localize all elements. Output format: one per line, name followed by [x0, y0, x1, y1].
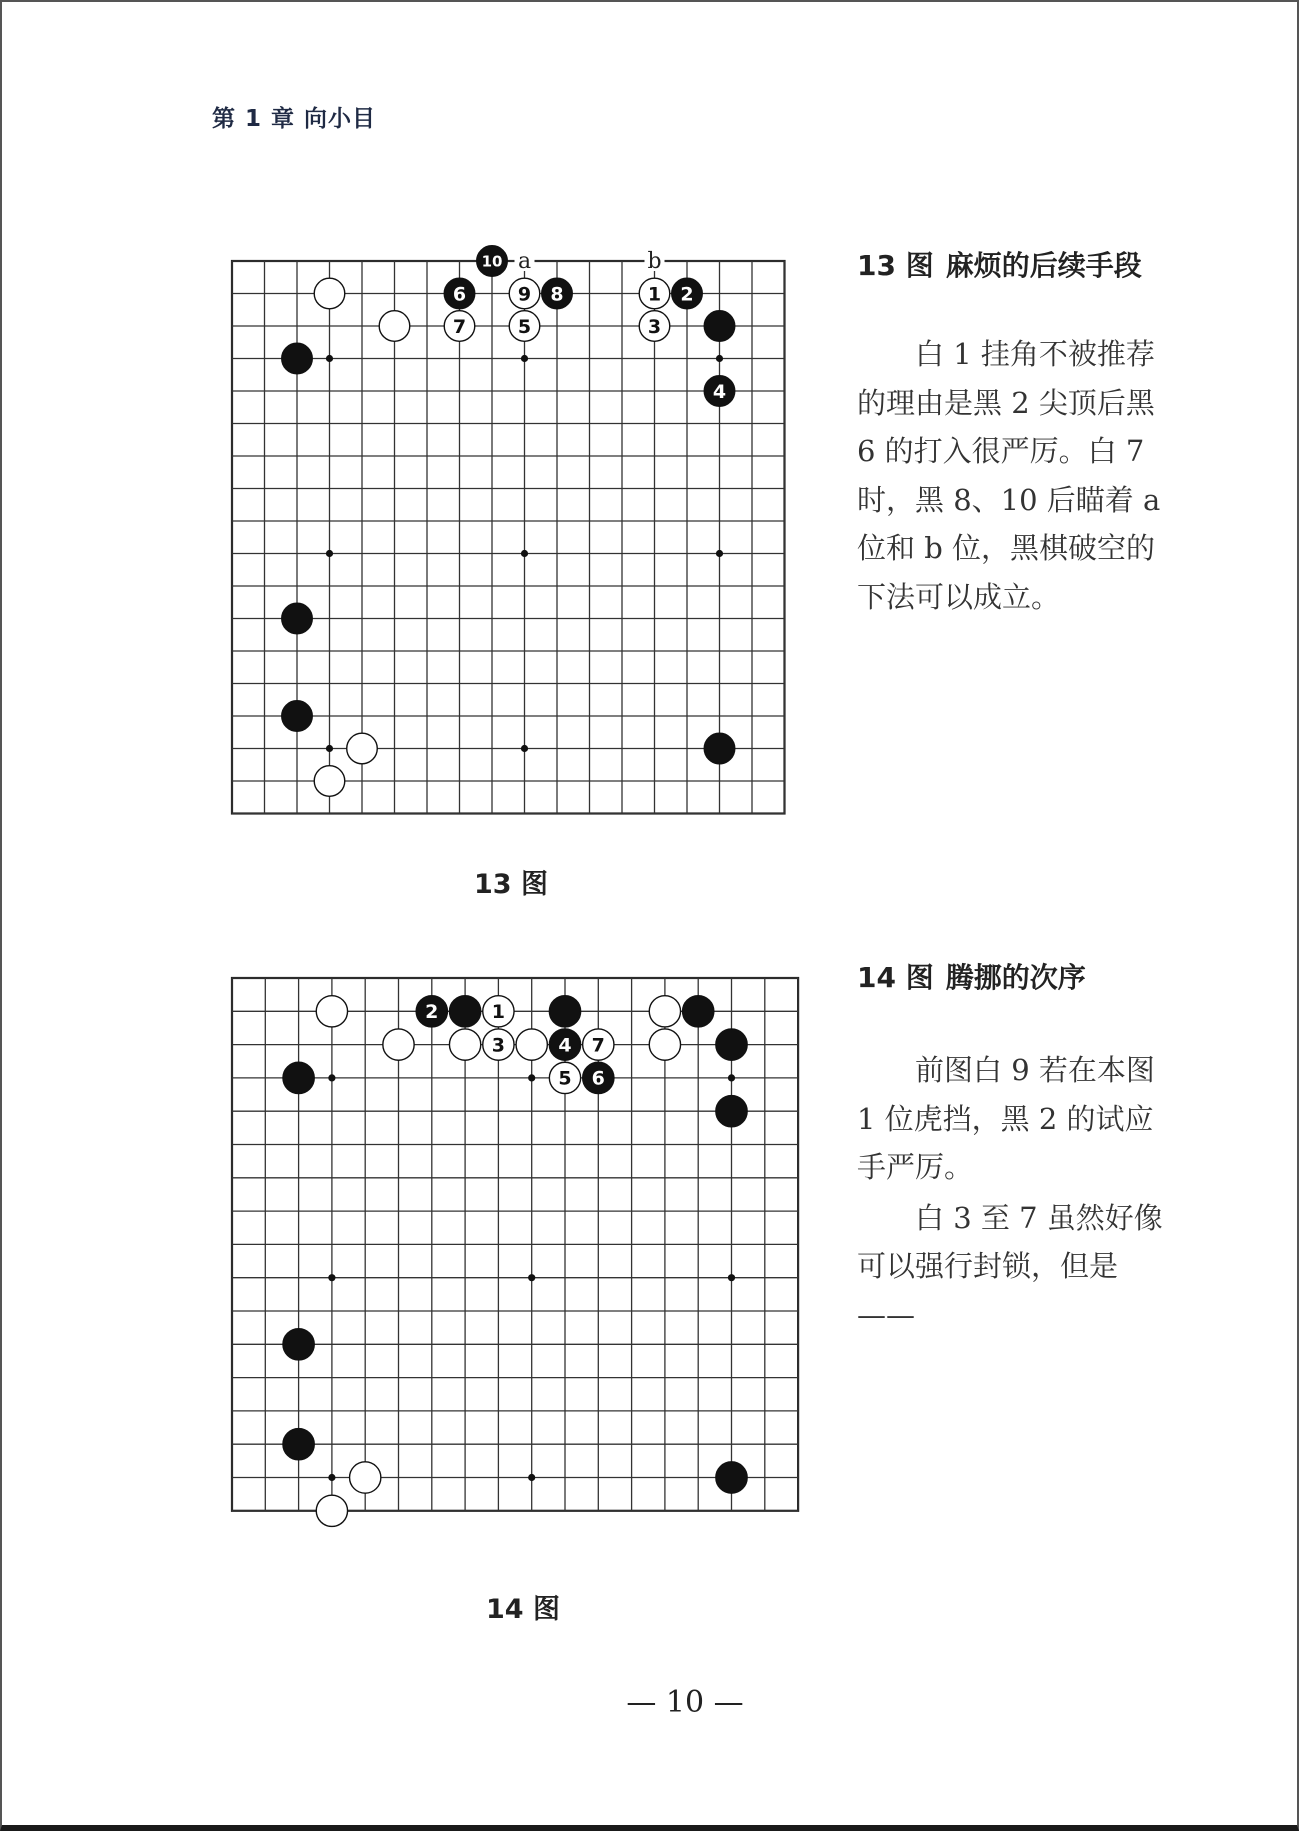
- stone-disc: [704, 733, 735, 764]
- white-stone: [509, 278, 540, 309]
- stone-disc: [649, 996, 680, 1027]
- star-point: [728, 1074, 735, 1081]
- star-point: [326, 745, 333, 752]
- white-stone: [583, 1029, 614, 1060]
- move-number: 2: [680, 283, 694, 306]
- move-number: 3: [491, 1034, 506, 1057]
- black-stone: [704, 311, 735, 342]
- page-number: — 10 —: [626, 1685, 744, 1720]
- move-number: 7: [452, 315, 467, 338]
- white-stone: [483, 996, 514, 1027]
- diagram-commentary-13: [857, 330, 1175, 621]
- stone-disc: [716, 1096, 747, 1127]
- stone-disc: [716, 1462, 747, 1493]
- go-board-13: [228, 225, 810, 820]
- stone-disc: [314, 278, 345, 309]
- black-stone: [549, 996, 580, 1027]
- star-point: [728, 1274, 735, 1281]
- stone-disc: [379, 311, 410, 342]
- diagram-caption-13: 13 图: [474, 869, 548, 900]
- stone-disc: [282, 603, 313, 634]
- black-stone: [704, 376, 735, 407]
- diagram-title-text: 麻烦的后续手段: [945, 249, 1142, 282]
- move-number: 3: [647, 315, 662, 338]
- star-point: [328, 1074, 335, 1081]
- star-point: [528, 1074, 535, 1081]
- move-number: 5: [558, 1067, 572, 1090]
- black-stone: [716, 1029, 747, 1060]
- move-number: 6: [591, 1067, 605, 1090]
- stone-disc: [282, 701, 313, 732]
- move-number: 1: [647, 283, 662, 306]
- stone-disc: [449, 996, 480, 1027]
- white-stone: [509, 311, 540, 342]
- stone-disc: [683, 996, 714, 1027]
- white-stone: [314, 278, 345, 309]
- black-stone: [449, 996, 480, 1027]
- stone-disc: [350, 1462, 381, 1493]
- chapter-header: 第 1 章 向小目: [212, 106, 377, 132]
- stone-disc: [316, 996, 347, 1027]
- diagram-title-text: 腾挪的次序: [945, 961, 1086, 994]
- white-stone: [316, 1495, 347, 1526]
- stone-disc: [283, 1062, 314, 1093]
- stone-disc: [282, 343, 313, 374]
- black-stone: [444, 278, 475, 309]
- white-stone: [314, 766, 345, 797]
- move-number: 7: [591, 1034, 605, 1057]
- move-number: 10: [481, 252, 503, 271]
- diagram-caption-14: 14 图: [486, 1594, 560, 1625]
- star-point: [328, 1274, 335, 1281]
- white-stone: [549, 1062, 580, 1093]
- white-stone: [449, 1029, 480, 1060]
- stone-disc: [383, 1029, 414, 1060]
- stone-disc: [449, 1029, 480, 1060]
- letter-mark: a: [517, 249, 532, 274]
- black-stone: [672, 278, 703, 309]
- stone-disc: [283, 1429, 314, 1460]
- stone-disc: [347, 733, 378, 764]
- stone-disc: [649, 1029, 680, 1060]
- black-stone: [716, 1462, 747, 1493]
- white-stone: [649, 1029, 680, 1060]
- black-stone: [583, 1062, 614, 1093]
- white-stone: [383, 1029, 414, 1060]
- black-stone: [477, 246, 508, 277]
- board-grid: [232, 978, 798, 1511]
- black-stone: [282, 343, 313, 374]
- white-stone: [379, 311, 410, 342]
- move-number: 2: [425, 1001, 439, 1024]
- commentary-paragraph: 前图白 9 若在本图 1 位虎挡，黑 2 的试应手严厉。: [857, 1053, 1155, 1184]
- move-number: 5: [517, 315, 532, 338]
- stone-disc: [716, 1029, 747, 1060]
- stone-disc: [314, 766, 345, 797]
- white-stone: [649, 996, 680, 1027]
- stone-disc: [516, 1029, 547, 1060]
- move-number: 8: [550, 283, 564, 306]
- black-stone: [704, 733, 735, 764]
- black-stone: [716, 1096, 747, 1127]
- move-number: 4: [712, 380, 727, 403]
- white-stone: [516, 1029, 547, 1060]
- black-stone: [683, 996, 714, 1027]
- move-number: 9: [517, 283, 532, 306]
- white-stone: [444, 311, 475, 342]
- diagram-title-14: [857, 956, 1086, 996]
- stone-disc: [316, 1495, 347, 1526]
- star-point: [326, 550, 333, 557]
- white-stone: [316, 996, 347, 1027]
- white-stone: [639, 311, 670, 342]
- stone-disc: [704, 311, 735, 342]
- star-point: [716, 550, 723, 557]
- black-stone: [283, 1062, 314, 1093]
- black-stone: [282, 701, 313, 732]
- letter-mark: b: [647, 249, 662, 274]
- move-number: 6: [452, 283, 467, 306]
- star-point: [326, 355, 333, 362]
- black-stone: [282, 603, 313, 634]
- black-stone: [283, 1429, 314, 1460]
- star-point: [521, 550, 528, 557]
- white-stone: [639, 278, 670, 309]
- move-number: 4: [558, 1034, 572, 1057]
- go-board-14: [228, 940, 810, 1540]
- black-stone: [549, 1029, 580, 1060]
- star-point: [521, 355, 528, 362]
- star-point: [528, 1474, 535, 1481]
- board-frame: [232, 261, 785, 814]
- star-point: [528, 1274, 535, 1281]
- stone-disc: [549, 996, 580, 1027]
- board-grid: [232, 261, 785, 814]
- diagram-title-13: [857, 244, 1142, 284]
- star-point: [521, 745, 528, 752]
- white-stone: [483, 1029, 514, 1060]
- white-stone: [347, 733, 378, 764]
- black-stone: [416, 996, 447, 1027]
- stone-disc: [283, 1329, 314, 1360]
- diagram-title-number: 13 图: [857, 249, 934, 282]
- white-stone: [350, 1462, 381, 1493]
- commentary-paragraph: 白 1 挂角不被推荐的理由是黑 2 尖顶后黑 6 的打入很严厉。白 7 时，黑 8、10 后瞄着 a 位和 b 位，黑棋破空的下法可以成立。: [857, 337, 1161, 614]
- diagram-commentary-14: [857, 1046, 1175, 1339]
- black-stone: [542, 278, 573, 309]
- commentary-paragraph: 白 3 至 7 虽然好像可以强行封锁，但是——: [857, 1200, 1163, 1332]
- move-number: 1: [491, 1001, 506, 1024]
- diagram-title-number: 14 图: [857, 961, 934, 994]
- star-point: [328, 1474, 335, 1481]
- black-stone: [283, 1329, 314, 1360]
- star-point: [716, 355, 723, 362]
